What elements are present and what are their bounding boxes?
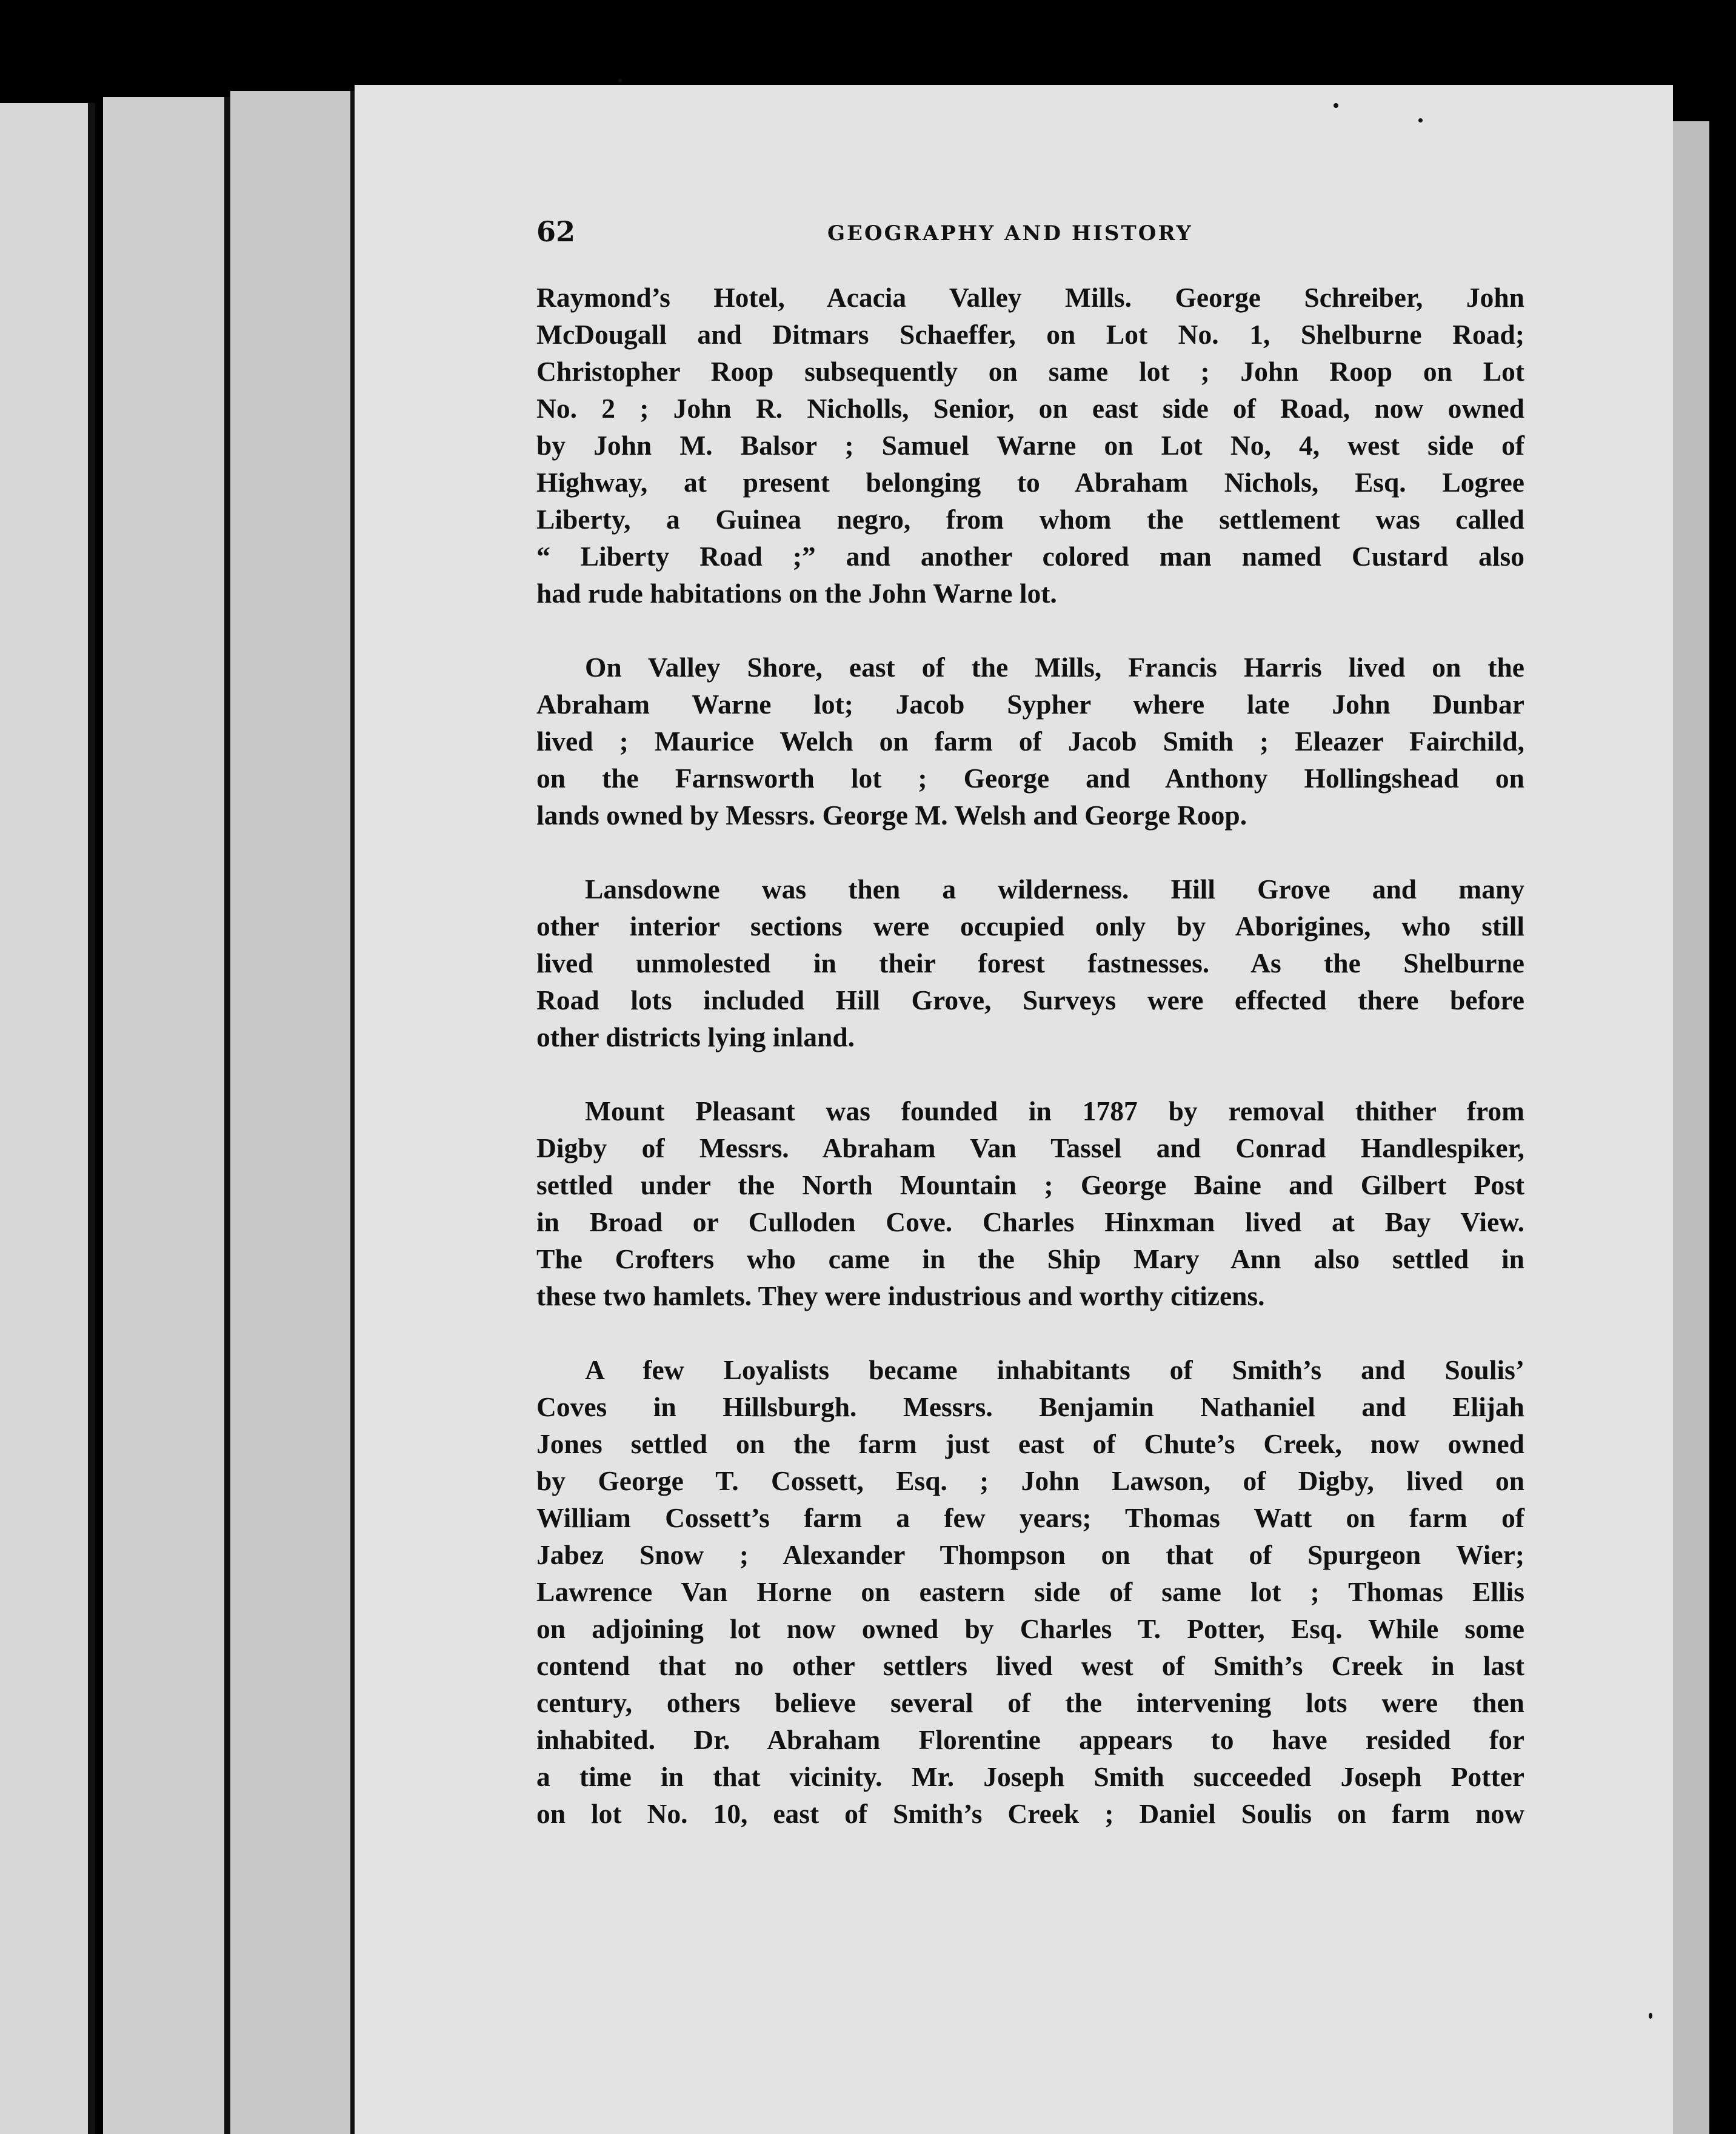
text-line: Liberty, a Guinea negro, from whom the settlement was called	[536, 504, 1524, 535]
paragraph	[536, 1092, 1524, 1314]
text-line: Highway, at present belonging to Abraham Nichols, Esq. Logree	[536, 467, 1524, 498]
text-line: had rude habitations on the John Warne lot.	[536, 578, 1057, 609]
text-line: these two hamlets. They were industrious and worthy citizens.	[536, 1280, 1265, 1311]
text-line: Mount Pleasant was founded in 1787 by removal thither from	[585, 1095, 1524, 1126]
running-head: GEOGRAPHY AND HISTORY	[827, 221, 1193, 246]
scan-border-top	[0, 0, 1736, 97]
previous-page-edge	[0, 103, 88, 2134]
body-text	[536, 279, 1524, 1869]
text-line: Digby of Messrs. Abraham Van Tassel and Conrad Handlespiker,	[536, 1132, 1524, 1163]
text-line: The Crofters who came in the Ship Mary Ann also settled in	[536, 1243, 1524, 1274]
text-line: other districts lying inland.	[536, 1022, 855, 1052]
scan-border-right	[1709, 0, 1736, 2134]
gutter-line	[224, 97, 230, 2134]
text-line: McDougall and Ditmars Schaeffer, on Lot No. 1, Shelburne Road;	[536, 319, 1524, 350]
scan-speck	[1334, 103, 1338, 108]
scan-speck	[1649, 2013, 1652, 2019]
text-line: other interior sections were occupied only by Aborigines, who still	[536, 911, 1524, 942]
text-line: lands owned by Messrs. George M. Welsh and George Roop.	[536, 800, 1247, 831]
text-line: A few Loyalists became inhabitants of Smith’s and Soulis’	[585, 1354, 1524, 1385]
text-line: inhabited. Dr. Abraham Florentine appears to have resided for	[536, 1724, 1524, 1755]
text-line: Christopher Roop subsequently on same lot ; John Roop on Lot	[536, 356, 1524, 387]
paragraph	[536, 279, 1524, 612]
page-number: 62	[536, 215, 576, 248]
text-line: settled under the North Mountain ; George Baine and Gilbert Post	[536, 1169, 1524, 1200]
text-line: on lot No. 10, east of Smith’s Creek ; Daniel Soulis on farm now	[536, 1798, 1524, 1829]
scan-speck	[1418, 118, 1423, 122]
text-line: on adjoining lot now owned by Charles T. Potter, Esq. While some	[536, 1613, 1524, 1644]
text-line: century, others believe several of the intervening lots were then	[536, 1687, 1524, 1718]
text-line: lived ; Maurice Welch on farm of Jacob Smith ; Eleazer Fairchild,	[536, 726, 1524, 757]
text-line: Coves in Hillsburgh. Messrs. Benjamin Nathaniel and Elijah	[536, 1391, 1524, 1422]
text-line: Abraham Warne lot; Jacob Sypher where late John Dunbar	[536, 689, 1524, 720]
paragraph	[536, 649, 1524, 834]
text-line: “ Liberty Road ;” and another colored man named Custard also	[536, 541, 1524, 572]
text-line: Lawrence Van Horne on eastern side of same lot ; Thomas Ellis	[536, 1576, 1524, 1607]
text-line: Jabez Snow ; Alexander Thompson on that of Spurgeon Wier;	[536, 1539, 1524, 1570]
page-stack-strip	[230, 91, 352, 2134]
text-line: On Valley Shore, east of the Mills, Francis Harris lived on the	[585, 652, 1524, 683]
text-line: lived unmolested in their forest fastnesses. As the Shelburne	[536, 948, 1524, 978]
text-line: Jones settled on the farm just east of Chute’s Creek, now owned	[536, 1428, 1524, 1459]
page-stack-edge	[1673, 121, 1709, 2134]
paragraph	[536, 871, 1524, 1055]
text-line: a time in that vicinity. Mr. Joseph Smith succeeded Joseph Potter	[536, 1761, 1524, 1792]
page-stack-strip	[103, 97, 224, 2134]
text-line: by John M. Balsor ; Samuel Warne on Lot No, 4, west side of	[536, 430, 1524, 461]
text-line: No. 2 ; John R. Nicholls, Senior, on east side of Road, now owned	[536, 393, 1524, 424]
text-line: in Broad or Culloden Cove. Charles Hinxman lived at Bay View.	[536, 1206, 1524, 1237]
text-line: Road lots included Hill Grove, Surveys were effected there before	[536, 985, 1524, 1015]
text-line: Raymond’s Hotel, Acacia Valley Mills. George Schreiber, John	[536, 282, 1524, 313]
paragraph	[536, 1351, 1524, 1832]
text-line: by George T. Cossett, Esq. ; John Lawson, of Digby, lived on	[536, 1465, 1524, 1496]
text-line: contend that no other settlers lived west of Smith’s Creek in last	[536, 1650, 1524, 1681]
gutter-line	[88, 103, 95, 2134]
page-header	[536, 215, 1524, 258]
scan-speck	[618, 79, 622, 82]
text-line: Lansdowne was then a wilderness. Hill Grove and many	[585, 874, 1524, 905]
text-line: William Cossett’s farm a few years; Thomas Watt on farm of	[536, 1502, 1524, 1533]
text-line: on the Farnsworth lot ; George and Anthony Hollingshead on	[536, 763, 1524, 794]
